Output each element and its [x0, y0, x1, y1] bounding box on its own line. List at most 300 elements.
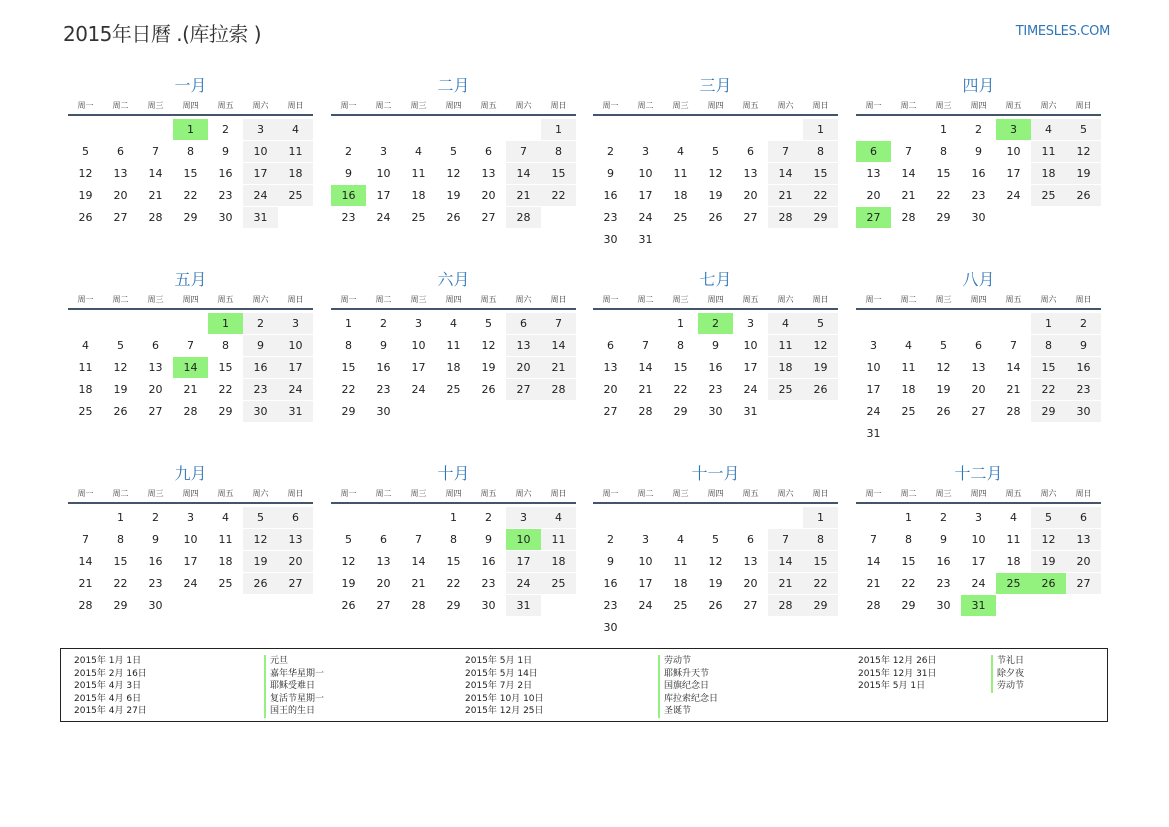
empty-cell [68, 119, 103, 140]
day-cell: 9 [345, 167, 352, 180]
day-cell: 12 [803, 335, 838, 356]
day-cell: 20 [866, 189, 881, 202]
day-cell: 18 [78, 383, 93, 396]
empty-cell [593, 313, 628, 334]
week-row [593, 401, 838, 423]
day-cell: 2 [243, 313, 278, 334]
day-cell: 24 [866, 405, 881, 418]
day-cell: 6 [278, 507, 313, 528]
day-cell: 7 [82, 533, 89, 546]
empty-cell [103, 313, 138, 334]
day-cell: 29 [446, 599, 461, 612]
empty-cell [996, 595, 1031, 616]
weekday-label: 周二 [900, 489, 917, 498]
day-cell: 8 [450, 533, 457, 546]
day-cell: 12 [1031, 529, 1066, 550]
day-cell: 20 [1066, 551, 1101, 572]
day-cell: 14 [173, 357, 208, 378]
empty-cell [331, 507, 366, 528]
day-cell: 18 [1031, 163, 1066, 184]
day-cell: 22 [341, 383, 356, 396]
holiday-names-col1 [264, 655, 324, 718]
empty-cell [208, 595, 243, 616]
day-cell: 13 [1066, 529, 1101, 550]
day-cell: 10 [411, 339, 426, 352]
weekday-label: 周六 [252, 489, 269, 498]
holiday-date: 2015年 4月 6日 [74, 693, 142, 704]
weekday-label: 周六 [515, 489, 532, 498]
holiday-names-col3 [991, 655, 1024, 693]
week-row [856, 573, 1101, 595]
weekday-label: 周二 [375, 101, 392, 110]
day-cell: 9 [380, 339, 387, 352]
week-row [593, 163, 838, 185]
empty-cell [803, 401, 838, 422]
day-cell: 17 [278, 357, 313, 378]
empty-cell [663, 617, 698, 638]
day-cell: 21 [541, 357, 576, 378]
day-cell: 22 [183, 189, 198, 202]
weekday-label: 周四 [707, 295, 724, 304]
day-cell: 9 [222, 145, 229, 158]
day-cell: 18 [541, 551, 576, 572]
empty-cell [173, 595, 208, 616]
day-cell: 11 [446, 339, 461, 352]
day-cell: 2 [345, 145, 352, 158]
day-cell: 23 [243, 379, 278, 400]
empty-cell [733, 119, 768, 140]
empty-cell [891, 423, 926, 444]
day-cell: 10 [638, 167, 653, 180]
holiday-date: 2015年 5月 1日 [858, 681, 926, 691]
day-cell: 19 [708, 189, 723, 202]
weekday-label: 周五 [217, 489, 234, 498]
day-cell: 19 [708, 577, 723, 590]
day-cell: 24 [278, 379, 313, 400]
weekday-label: 周五 [1005, 489, 1022, 498]
holiday-name: 元旦 [264, 655, 324, 668]
day-cell: 11 [673, 555, 688, 568]
empty-cell [593, 119, 628, 140]
day-cell: 1 [117, 511, 124, 524]
week-row [856, 335, 1101, 357]
weekday-label: 周二 [900, 101, 917, 110]
day-cell: 4 [1010, 511, 1017, 524]
day-cell: 15 [901, 555, 916, 568]
empty-cell [803, 617, 838, 638]
day-cell: 20 [278, 551, 313, 572]
day-cell: 7 [1010, 339, 1017, 352]
day-cell: 3 [642, 145, 649, 158]
day-cell: 23 [218, 189, 233, 202]
day-cell: 20 [481, 189, 496, 202]
day-cell: 10 [971, 533, 986, 546]
day-cell: 12 [708, 555, 723, 568]
day-cell: 26 [341, 599, 356, 612]
holiday-dates-col1 [74, 655, 147, 718]
month-name: 七月 [699, 270, 732, 289]
day-cell: 16 [971, 167, 986, 180]
day-cell: 3 [415, 317, 422, 330]
day-cell: 20 [971, 383, 986, 396]
day-cell: 8 [677, 339, 684, 352]
day-cell: 9 [975, 145, 982, 158]
day-cell: 13 [743, 167, 758, 180]
day-cell: 25 [901, 405, 916, 418]
day-cell: 13 [278, 529, 313, 550]
month-calendar [68, 462, 313, 617]
holiday-date: 2015年 5月 1日 [465, 656, 533, 666]
weekday-label: 周日 [1075, 101, 1092, 110]
weekday-label: 周一 [77, 489, 94, 498]
empty-cell [663, 119, 698, 140]
day-cell: 24 [243, 185, 278, 206]
month-name: 十一月 [691, 464, 740, 483]
day-cell: 11 [768, 335, 803, 356]
day-cell: 27 [506, 379, 541, 400]
day-cell: 4 [541, 507, 576, 528]
week-row [331, 207, 576, 229]
day-cell: 4 [1031, 119, 1066, 140]
weekday-header [68, 486, 313, 504]
empty-cell [961, 423, 996, 444]
empty-cell [996, 423, 1031, 444]
weekday-header [593, 292, 838, 310]
weekday-label: 周五 [217, 101, 234, 110]
day-cell: 4 [677, 145, 684, 158]
day-cell: 29 [183, 211, 198, 224]
weekday-label: 周一 [865, 101, 882, 110]
day-cell: 25 [673, 599, 688, 612]
day-cell: 8 [541, 141, 576, 162]
day-cell: 3 [642, 533, 649, 546]
week-row [68, 141, 313, 163]
day-cell: 10 [243, 141, 278, 162]
day-cell: 23 [148, 577, 163, 590]
week-row [593, 379, 838, 401]
weekday-label: 周六 [1040, 101, 1057, 110]
day-cell: 17 [866, 383, 881, 396]
day-cell: 7 [768, 529, 803, 550]
day-cell: 19 [1066, 163, 1101, 184]
day-cell: 8 [940, 145, 947, 158]
week-row [593, 185, 838, 207]
day-cell: 25 [768, 379, 803, 400]
day-cell: 11 [78, 361, 93, 374]
holiday-name: 耶稣升天节 [658, 668, 718, 681]
weekday-label: 周日 [1075, 295, 1092, 304]
empty-cell [401, 401, 436, 422]
day-cell: 6 [607, 339, 614, 352]
empty-cell [803, 229, 838, 250]
week-row [331, 573, 576, 595]
day-cell: 20 [743, 189, 758, 202]
month-name: 五月 [174, 270, 207, 289]
weekday-label: 周四 [445, 489, 462, 498]
day-cell: 5 [82, 145, 89, 158]
day-cell: 24 [376, 211, 391, 224]
weekday-label: 周二 [112, 295, 129, 304]
empty-cell [138, 313, 173, 334]
day-cell: 24 [506, 573, 541, 594]
week-row [331, 185, 576, 207]
week-row [856, 551, 1101, 573]
day-cell: 4 [905, 339, 912, 352]
day-cell: 4 [415, 145, 422, 158]
holiday-name: 节礼日 [991, 655, 1024, 668]
empty-cell [733, 617, 768, 638]
day-cell: 30 [481, 599, 496, 612]
day-cell: 15 [803, 551, 838, 572]
day-cell: 15 [936, 167, 951, 180]
day-cell: 15 [113, 555, 128, 568]
empty-cell [891, 313, 926, 334]
day-cell: 5 [940, 339, 947, 352]
weekday-label: 周三 [935, 295, 952, 304]
day-cell: 19 [936, 383, 951, 396]
month-calendar [856, 74, 1101, 229]
week-row [331, 401, 576, 423]
weekday-label: 周日 [812, 489, 829, 498]
day-cell: 25 [218, 577, 233, 590]
empty-cell [471, 119, 506, 140]
day-cell: 22 [803, 573, 838, 594]
day-cell: 6 [747, 533, 754, 546]
weekday-label: 周五 [480, 489, 497, 498]
week-row [331, 335, 576, 357]
empty-cell [698, 507, 733, 528]
day-cell: 16 [481, 555, 496, 568]
day-cell: 9 [712, 339, 719, 352]
day-cell: 3 [870, 339, 877, 352]
day-cell: 11 [218, 533, 233, 546]
day-cell: 21 [638, 383, 653, 396]
weekday-label: 周一 [602, 489, 619, 498]
day-cell: 3 [243, 119, 278, 140]
week-row [68, 401, 313, 423]
empty-cell [1031, 595, 1066, 616]
day-cell: 15 [673, 361, 688, 374]
day-cell: 5 [117, 339, 124, 352]
day-cell: 19 [446, 189, 461, 202]
week-row [68, 507, 313, 529]
holiday-name: 复活节星期一 [264, 693, 324, 706]
day-cell: 29 [803, 595, 838, 616]
day-cell: 4 [450, 317, 457, 330]
day-cell: 21 [411, 577, 426, 590]
week-row [331, 313, 576, 335]
week-row [331, 595, 576, 617]
day-cell: 14 [1006, 361, 1021, 374]
day-cell: 16 [708, 361, 723, 374]
day-cell: 15 [1031, 357, 1066, 378]
day-cell: 6 [506, 313, 541, 334]
day-cell: 2 [222, 123, 229, 136]
holiday-name: 圣诞节 [658, 705, 718, 718]
day-cell: 14 [866, 555, 881, 568]
week-row [68, 313, 313, 335]
day-cell: 18 [1006, 555, 1021, 568]
weekday-header [856, 98, 1101, 116]
day-cell: 5 [485, 317, 492, 330]
empty-cell [278, 595, 313, 616]
weekday-label: 周二 [900, 295, 917, 304]
day-cell: 31 [866, 427, 881, 440]
day-cell: 22 [218, 383, 233, 396]
holiday-date: 2015年 4月 3日 [74, 681, 142, 691]
day-cell: 3 [380, 145, 387, 158]
day-cell: 9 [1066, 335, 1101, 356]
empty-cell [768, 507, 803, 528]
empty-cell [1066, 595, 1101, 616]
weekday-label: 周五 [1005, 101, 1022, 110]
day-cell: 23 [376, 383, 391, 396]
empty-cell [366, 507, 401, 528]
day-cell: 19 [1031, 551, 1066, 572]
day-cell: 6 [117, 145, 124, 158]
empty-cell [628, 313, 663, 334]
weekday-label: 周五 [742, 295, 759, 304]
day-cell: 23 [1066, 379, 1101, 400]
weekday-label: 周五 [480, 295, 497, 304]
day-cell: 3 [747, 317, 754, 330]
weekday-label: 周二 [637, 295, 654, 304]
week-row [856, 401, 1101, 423]
day-cell: 1 [541, 119, 576, 140]
day-cell: 1 [1031, 313, 1066, 334]
weekday-label: 周三 [410, 489, 427, 498]
day-cell: 5 [450, 145, 457, 158]
day-cell: 27 [856, 207, 891, 228]
day-cell: 9 [607, 167, 614, 180]
day-cell: 3 [506, 507, 541, 528]
month-calendar [68, 268, 313, 423]
day-cell: 16 [243, 357, 278, 378]
day-cell: 21 [768, 573, 803, 594]
day-cell: 24 [743, 383, 758, 396]
week-row [856, 163, 1101, 185]
day-cell: 8 [187, 145, 194, 158]
day-cell: 19 [481, 361, 496, 374]
day-cell: 21 [506, 185, 541, 206]
weekday-label: 周三 [672, 101, 689, 110]
weekday-label: 周四 [182, 101, 199, 110]
day-cell: 17 [506, 551, 541, 572]
day-cell: 10 [506, 529, 541, 550]
day-cell: 30 [218, 211, 233, 224]
day-cell: 21 [768, 185, 803, 206]
day-cell: 6 [975, 339, 982, 352]
day-cell: 17 [638, 577, 653, 590]
holiday-date: 2015年 1月 1日 [74, 656, 142, 666]
day-cell: 7 [187, 339, 194, 352]
day-cell: 24 [183, 577, 198, 590]
day-cell: 20 [148, 383, 163, 396]
week-row [68, 163, 313, 185]
day-cell: 31 [638, 233, 653, 246]
day-cell: 10 [866, 361, 881, 374]
day-cell: 15 [183, 167, 198, 180]
day-cell: 28 [506, 207, 541, 228]
day-cell: 31 [243, 207, 278, 228]
week-row [856, 423, 1101, 445]
day-cell: 11 [1031, 141, 1066, 162]
weekday-label: 周四 [182, 295, 199, 304]
month-name: 三月 [699, 76, 732, 95]
weekday-header [593, 486, 838, 504]
weekday-label: 周四 [970, 489, 987, 498]
day-cell: 25 [541, 573, 576, 594]
month-name: 二月 [437, 76, 470, 95]
day-cell: 11 [901, 361, 916, 374]
day-cell: 2 [607, 533, 614, 546]
empty-cell [698, 119, 733, 140]
day-cell: 1 [345, 317, 352, 330]
day-cell: 30 [376, 405, 391, 418]
day-cell: 19 [78, 189, 93, 202]
day-cell: 17 [376, 189, 391, 202]
weekday-label: 周六 [515, 295, 532, 304]
week-row [331, 163, 576, 185]
day-cell: 18 [446, 361, 461, 374]
day-cell: 6 [747, 145, 754, 158]
day-cell: 23 [603, 211, 618, 224]
day-cell: 28 [78, 599, 93, 612]
day-cell: 20 [743, 577, 758, 590]
day-cell: 22 [113, 577, 128, 590]
day-cell: 25 [411, 211, 426, 224]
empty-cell [593, 507, 628, 528]
day-cell: 29 [901, 599, 916, 612]
day-cell: 2 [485, 511, 492, 524]
week-row [593, 207, 838, 229]
holiday-dates-col2 [465, 655, 544, 718]
day-cell: 28 [768, 595, 803, 616]
week-row [331, 551, 576, 573]
day-cell: 3 [278, 313, 313, 334]
empty-cell [278, 207, 313, 228]
day-cell: 5 [1031, 507, 1066, 528]
day-cell: 31 [278, 401, 313, 422]
day-cell: 4 [222, 511, 229, 524]
weekday-header [331, 486, 576, 504]
weekday-label: 周一 [602, 101, 619, 110]
week-row [331, 119, 576, 141]
day-cell: 27 [971, 405, 986, 418]
weekday-label: 周四 [970, 101, 987, 110]
day-cell: 8 [803, 141, 838, 162]
day-cell: 13 [603, 361, 618, 374]
empty-cell [68, 507, 103, 528]
day-cell: 5 [803, 313, 838, 334]
day-cell: 22 [1031, 379, 1066, 400]
empty-cell [698, 229, 733, 250]
weekday-label: 周五 [217, 295, 234, 304]
empty-cell [663, 507, 698, 528]
weekday-label: 周二 [637, 489, 654, 498]
day-cell: 18 [278, 163, 313, 184]
day-cell: 18 [411, 189, 426, 202]
day-cell: 2 [1066, 313, 1101, 334]
day-cell: 15 [218, 361, 233, 374]
day-cell: 9 [243, 335, 278, 356]
week-row [68, 119, 313, 141]
week-row [856, 313, 1101, 335]
day-cell: 30 [603, 233, 618, 246]
empty-cell [961, 313, 996, 334]
site-link[interactable]: TIMESLES.COM [1015, 24, 1110, 39]
empty-cell [996, 313, 1031, 334]
